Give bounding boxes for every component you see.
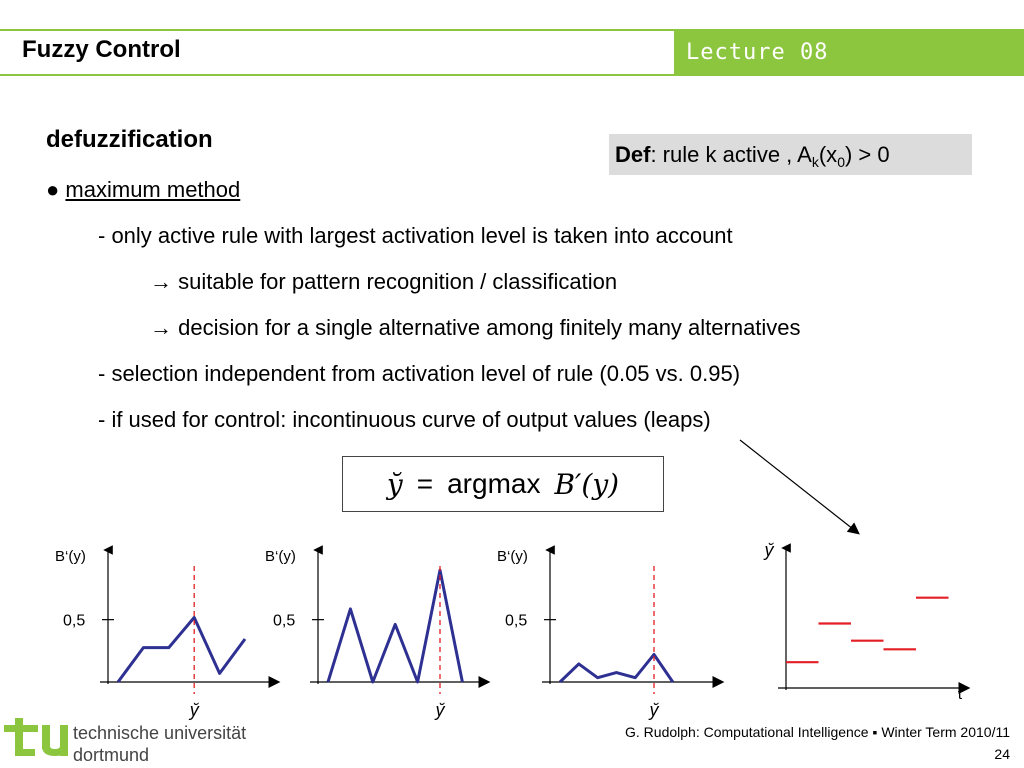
- body-line-4: - selection independent from activation level of rule (0.05 vs. 0.95): [98, 361, 741, 386]
- university-line-1: technische universität: [73, 723, 247, 743]
- tu-logo-icon: [2, 716, 70, 764]
- chart3-ybreve-label: y̆: [649, 700, 659, 720]
- method-name: maximum method: [65, 177, 241, 202]
- body-line-5: - if used for control: incontinuous curve of output values (leaps): [98, 407, 711, 432]
- chart2-series-line: [328, 570, 462, 682]
- chart3-series-line: [560, 654, 673, 682]
- chart1-ybreve-label: y̆: [189, 700, 199, 720]
- body-line-1: - only active rule with largest activation level is taken into account: [98, 223, 733, 248]
- chart2-tick-label: 0,5: [273, 612, 296, 630]
- bullet-icon: ●: [46, 177, 60, 202]
- definition-text-a: : rule k active , A: [650, 142, 812, 167]
- university-name: [73, 722, 246, 766]
- body-line-2: → suitable for pattern recognition / classification: [150, 269, 618, 294]
- formula-eq: =: [416, 468, 434, 499]
- chart3-ylabel: B‘(y): [497, 548, 528, 565]
- chart4-xlabel: t: [957, 686, 963, 703]
- chart2-ylabel: B‘(y): [265, 548, 296, 565]
- footer-credit: [625, 721, 1010, 765]
- definition-sub-k: k: [811, 154, 819, 170]
- definition-text-b: ) > 0: [844, 142, 890, 167]
- section-title: defuzzification: [46, 126, 213, 153]
- chart2-ybreve-label: y̆: [435, 700, 445, 720]
- slide-title: Fuzzy Control: [22, 36, 181, 63]
- chart1-tick-label: 0,5: [63, 612, 86, 630]
- chart4-ylabel: y̆: [764, 540, 774, 560]
- definition-sub-0: 0: [837, 154, 845, 170]
- page-number: 24: [994, 746, 1010, 762]
- chart1-ylabel: B‘(y): [55, 548, 86, 565]
- formula-func: B′(y): [554, 467, 620, 501]
- lecture-badge: Lecture 08: [674, 31, 1024, 74]
- chart1-series-line: [118, 618, 245, 683]
- leap-arrow: [740, 440, 858, 533]
- charts-group: [55, 540, 968, 720]
- definition-label: Def: [615, 142, 651, 167]
- university-line-2: dortmund: [73, 745, 150, 765]
- credit-text: G. Rudolph: Computational Intelligence ▪ Winter Term 2010/11: [625, 724, 1010, 740]
- chart3-tick-label: 0,5: [505, 612, 528, 630]
- formula-lhs: y̆: [386, 467, 403, 501]
- formula-op: argmax: [447, 468, 541, 499]
- definition-paren: (x: [818, 142, 838, 167]
- body-line-3: → decision for a single alternative among finitely many alternatives: [150, 315, 801, 340]
